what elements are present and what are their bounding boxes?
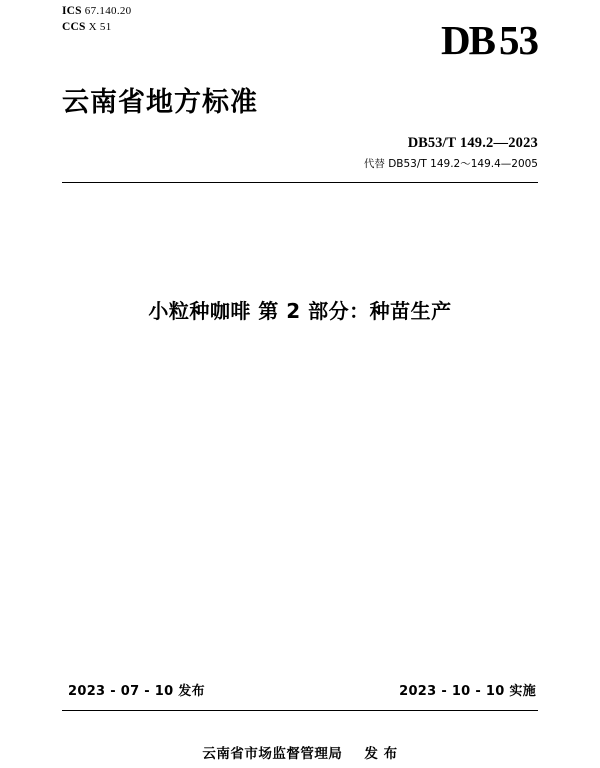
- classification-block: [62, 4, 131, 35]
- ccs-line: [62, 20, 131, 36]
- standard-number: 149.2—2023: [459, 135, 538, 151]
- ccs-value: X 51: [88, 20, 112, 33]
- ccs-label: CCS: [62, 20, 86, 33]
- standard-title-char-5: 标: [202, 87, 230, 118]
- standard-designation-line: [364, 133, 538, 155]
- standard-title-char-6: 准: [230, 87, 258, 118]
- standard-number-block: [364, 133, 538, 173]
- standard-replaces: 代替 DB53/T 149.2～149.4—2005: [363, 157, 538, 170]
- standard-title-char-0: 云: [62, 87, 90, 118]
- ics-value: 67.140.20: [84, 5, 132, 17]
- standard-title-char-2: 省: [118, 87, 146, 118]
- release-date: 2023 - 07 - 10 发布: [68, 684, 205, 699]
- ics-line: [62, 4, 131, 20]
- document-title: 小粒种咖啡 第 2 部分：种苗生产: [148, 299, 452, 323]
- issuer-name: 云南省市场监督管理局: [202, 746, 343, 762]
- standard-title-char-4: 方: [174, 87, 202, 118]
- db53-logo-prefix: DB: [441, 17, 494, 63]
- db53-logo-number: 53: [499, 17, 538, 63]
- header-divider: [62, 182, 538, 183]
- issuer-suffix: 发 布: [364, 746, 398, 762]
- standard-title-char-3: 地: [146, 87, 174, 118]
- standard-title-char-1: 南: [90, 87, 118, 118]
- effective-date: 2023 - 10 - 10 实施: [399, 684, 536, 699]
- standard-title: [62, 80, 538, 119]
- ics-label: ICS: [62, 5, 82, 17]
- standard-designation: DB53/T: [407, 135, 457, 151]
- footer-divider: [62, 710, 538, 711]
- db53-logo: [441, 17, 538, 63]
- issuer-line: [0, 742, 600, 762]
